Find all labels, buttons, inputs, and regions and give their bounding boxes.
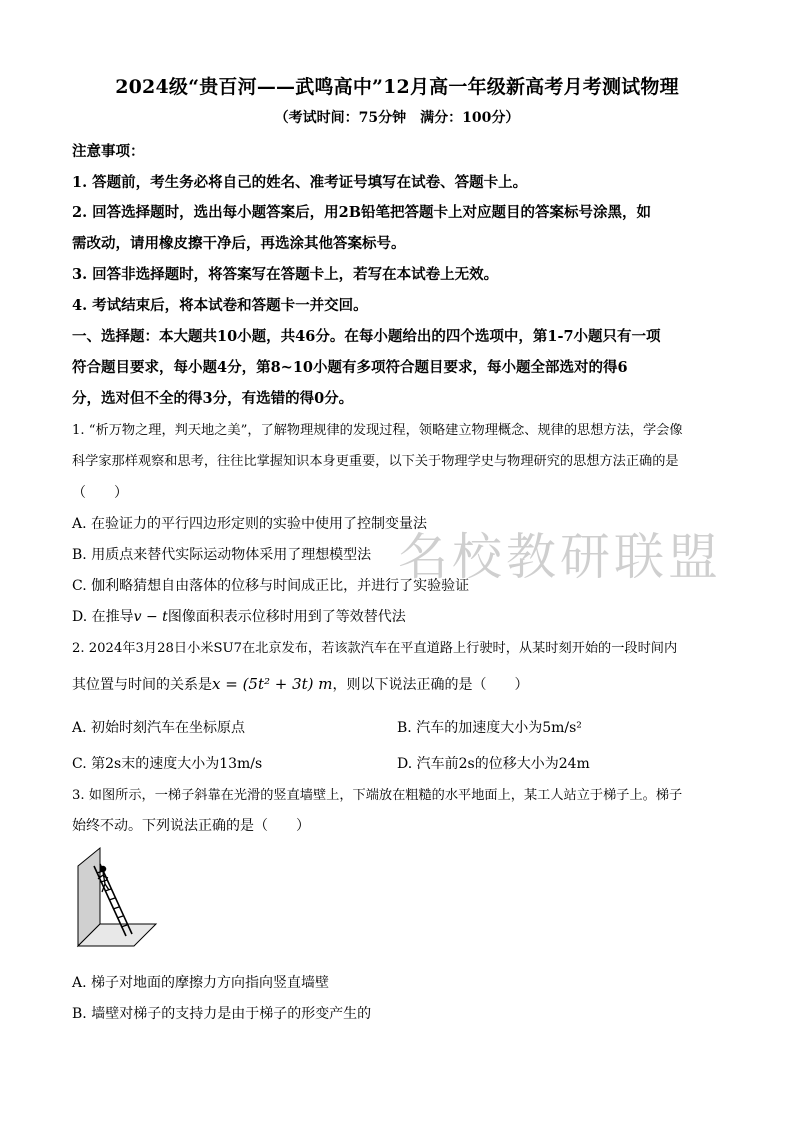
q1-stem-line-3: （ ） bbox=[72, 485, 128, 501]
notes-heading: 注意事项： bbox=[72, 143, 145, 160]
q2-stem-suffix: ，则以下说法正确的是（ ） bbox=[332, 677, 529, 693]
watermark: 名校教研联盟 bbox=[398, 528, 722, 586]
q1-option-b: B. 用质点来替代实际运动物体采用了理想模型法 bbox=[72, 547, 372, 563]
q2-option-d: D. 汽车前2s的位移大小为24m bbox=[397, 756, 590, 772]
q3-stem-line-1: 3. 如图所示，一梯子斜靠在光滑的竖直墙壁上，下端放在粗糙的水平地面上，某工人站立于梯子上。梯子 bbox=[72, 788, 683, 803]
section1-line-2: 符合题目要求，每小题4分，第8~10小题有多项符合题目要求，每小题全部选对的得6 bbox=[72, 359, 628, 376]
q3-option-a: A. 梯子对地面的摩擦力方向指向竖直墙壁 bbox=[72, 975, 330, 991]
q1-stem-line-1: 1. “析万物之理，判天地之美”，了解物理规律的发现过程，领略建立物理概念、规律的思想方法，学会像 bbox=[72, 423, 683, 438]
q1-option-d-prefix: D. 在推导 bbox=[72, 609, 134, 625]
section1-line-1: 一、选择题：本大题共10小题，共46分。在每小题给出的四个选项中，第1-7小题只有一项 bbox=[72, 328, 661, 345]
ladder-figure bbox=[76, 846, 158, 952]
q1-option-d-suffix: 图像面积表示位移时用到了等效替代法 bbox=[167, 609, 406, 625]
q2-option-a: A. 初始时刻汽车在坐标原点 bbox=[72, 720, 246, 736]
q2-stem-line-1: 2. 2024年3月28日小米SU7在北京发布，若该款汽车在平直道路上行驶时，从某时刻开始的一段时间内 bbox=[72, 641, 678, 656]
note-2-line-1: 2. 回答选择题时，选出每小题答案后，用2B铅笔把答题卡上对应题目的答案标号涂黑，如 bbox=[72, 204, 652, 221]
q2-position-formula: x = (5t² + 3t) m bbox=[212, 675, 333, 693]
q1-option-d bbox=[72, 607, 406, 627]
ladder-rungs bbox=[97, 871, 127, 927]
q3-option-b: B. 墙壁对梯子的支持力是由于梯子的形变产生的 bbox=[72, 1006, 372, 1022]
note-4: 4. 考试结束后，将本试卷和答题卡一并交回。 bbox=[72, 297, 368, 314]
section1-line-3: 分，选对但不全的得3分，有选错的得0分。 bbox=[72, 390, 354, 407]
q3-stem-line-2: 始终不动。下列说法正确的是（ ） bbox=[72, 818, 310, 834]
q2-stem-prefix: 其位置与时间的关系是 bbox=[72, 677, 212, 693]
q2-stem-line-2 bbox=[72, 674, 529, 695]
exam-title: 2024级“贵百河——武鸣高中”12月高一年级新高考月考测试物理 bbox=[115, 76, 679, 98]
q2-option-b: B. 汽车的加速度大小为5m/s² bbox=[397, 720, 582, 736]
note-3: 3. 回答非选择题时，将答案写在答题卡上，若写在本试卷上无效。 bbox=[72, 266, 499, 283]
q1-option-c: C. 伽利略猜想自由落体的位移与时间成正比，并进行了实验验证 bbox=[72, 578, 470, 594]
q1-stem-line-2: 科学家那样观察和思考，往往比掌握知识本身更重要，以下关于物理学史与物理研究的思想方法正确的是 bbox=[72, 454, 679, 469]
q1-option-d-formula: v − t bbox=[133, 609, 168, 625]
q1-option-a: A. 在验证力的平行四边形定则的实验中使用了控制变量法 bbox=[72, 516, 428, 532]
exam-subtitle: （考试时间：75分钟 满分：100分） bbox=[274, 110, 520, 126]
note-1: 1. 答题前，考生务必将自己的姓名、准考证号填写在试卷、答题卡上。 bbox=[72, 174, 528, 191]
q2-option-c: C. 第2s末的速度大小为13m/s bbox=[72, 756, 263, 772]
note-2-line-2: 需改动，请用橡皮擦干净后，再选涂其他答案标号。 bbox=[72, 235, 406, 252]
